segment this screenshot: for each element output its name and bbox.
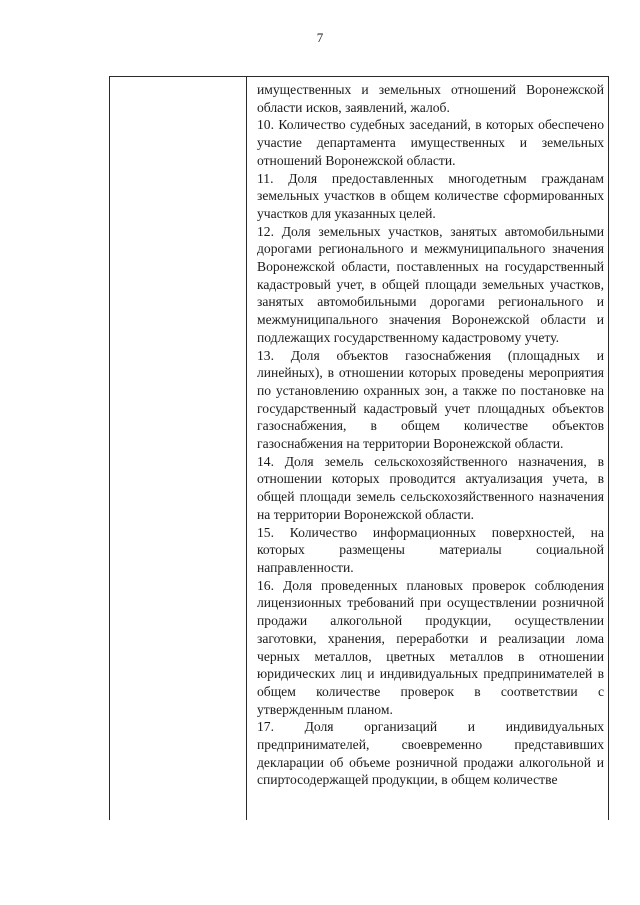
page-number: 7 [316,30,324,45]
table-right-column [247,77,608,820]
paragraph-item-10: 10. Количество судебных заседаний, в которых обеспечено участие департамента имущественных и земельных отношений Воронежской области. [257,117,604,168]
paragraph-item-15: 15. Количество информационных поверхностей, на которых размещены материалы социальной направленности. [257,524,604,575]
paragraph-item-12: 12. Доля земельных участков, занятых автомобильными дорогами регионального и межмуниципального значения Воронежской области, поставленных на государственный кадастровый учет, в общей площади земельных участков, занятых автомобильными дорогами регионального и межмуниципального значения Воронежской области и подлежащих государственному кадастровому учету. [257,223,604,345]
paragraph-item-17: 17. Доля организаций и индивидуальных предпринимателей, своевременно представивших декларации об объеме розничной продажи алкогольной и спиртосодержащей продукции, в общем количестве [257,719,604,788]
paragraph-item-13: 13. Доля объектов газоснабжения (площадных и линейных), в отношении которых проведены мероприятия по установлению охранных зон, а также по постановке на государственный кадастровый учет площадных объектов газоснабжения, в общем количестве объектов газоснабжения на территории Воронежской области. [257,347,604,452]
paragraph-item-16: 16. Доля проведенных плановых проверок соблюдения лицензионных требований при осуществлении розничной продажи алкогольной продукции, осуществлении заготовки, хранения, переработки и реализации лома черных металлов, цветных металлов в отношении юридических лиц и индивидуальных предпринимателей в общем количестве проверок в соответствии с утвержденным планом. [257,577,604,717]
paragraph-continuation: имущественных и земельных отношений Воронежской области исков, заявлений, жалоб. [257,82,604,115]
table-left-column [110,77,247,820]
document-table [109,76,609,820]
paragraph-item-11: 11. Доля предоставленных многодетным гражданам земельных участков в общем количестве сформированных участков для указанных целей. [257,170,604,221]
paragraph-item-14: 14. Доля земель сельскохозяйственного назначения, в отношении которых проводится актуализация учета, в общей площади земель сельскохозяйственного назначения на территории Воронежской области. [257,453,604,522]
